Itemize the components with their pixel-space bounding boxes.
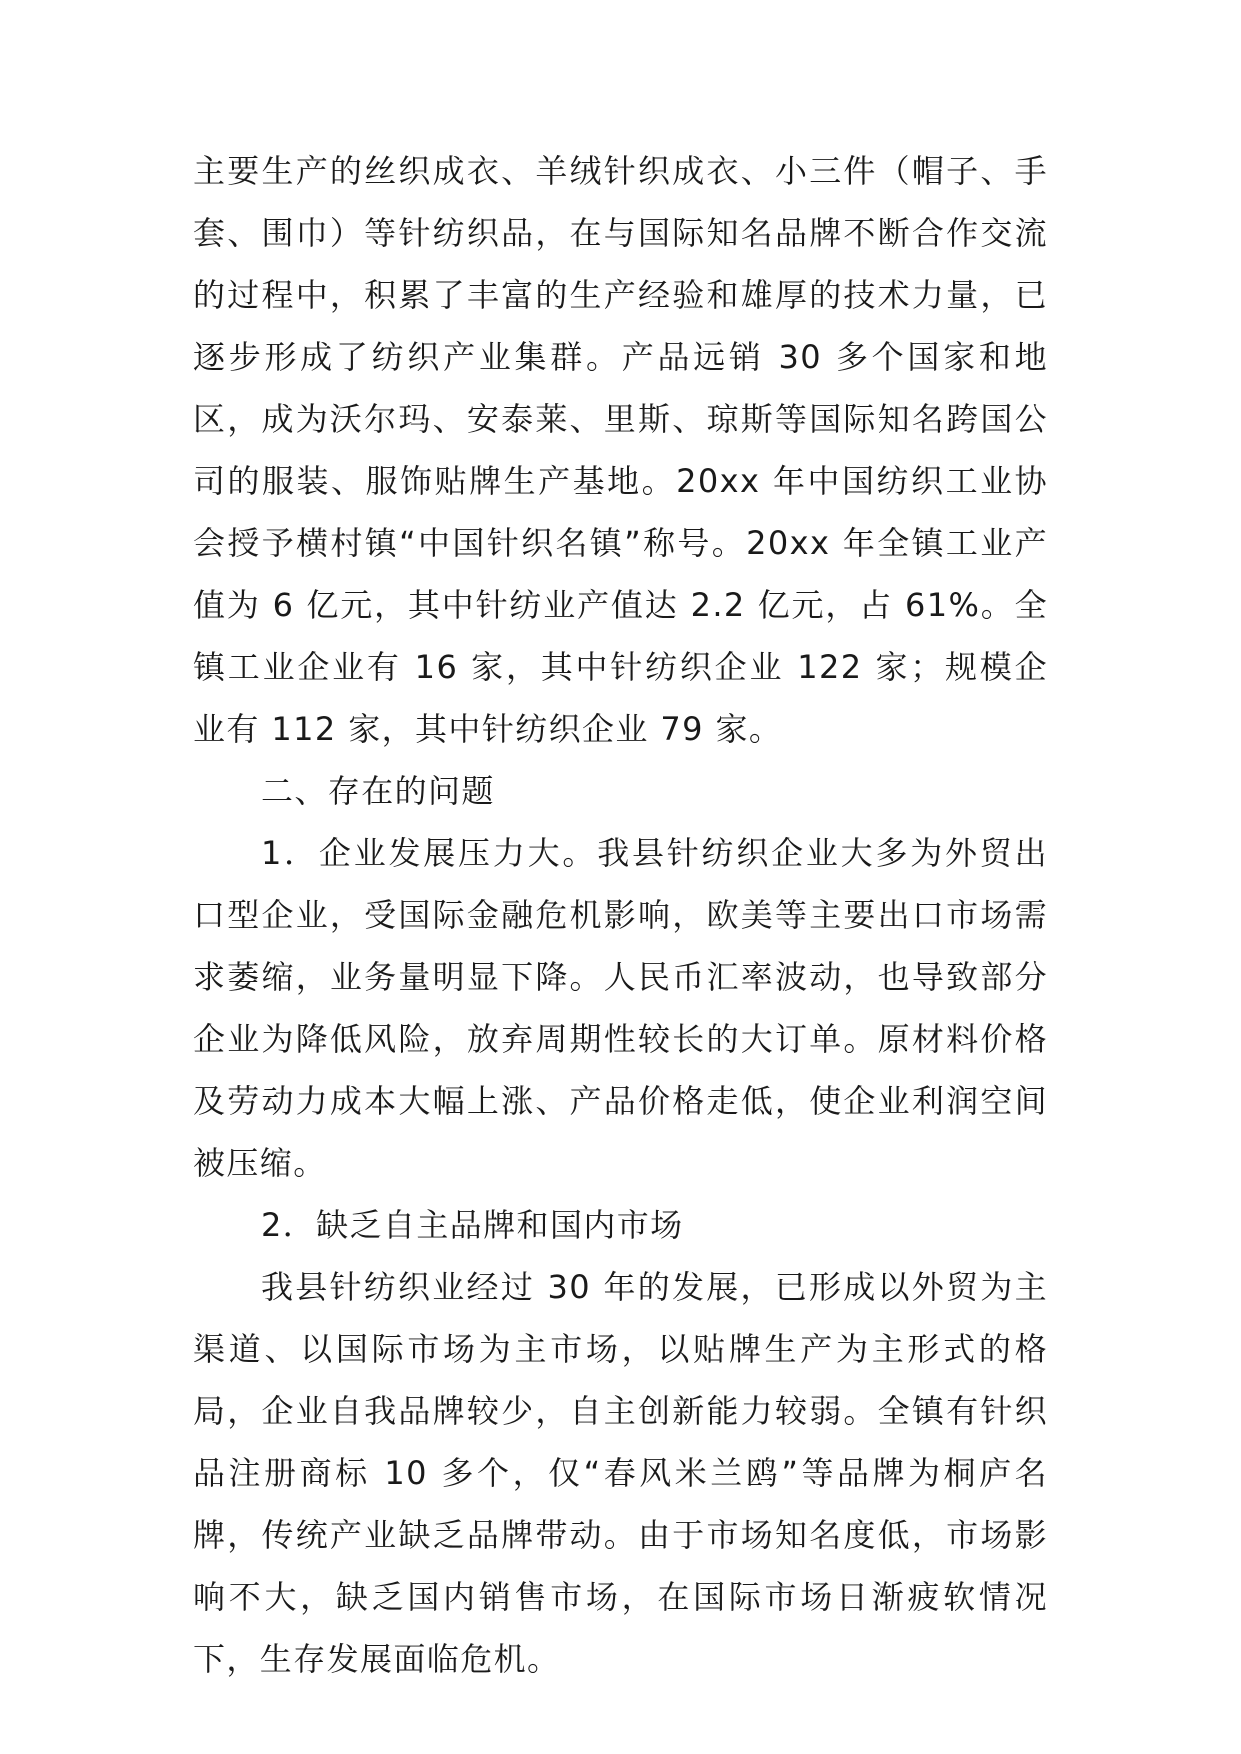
body-paragraph: 1．企业发展压力大。我县针纺织企业大多为外贸出口型企业，受国际金融危机影响，欧美等主要出口市场需求萎缩，业务量明显下降。人民币汇率波动，也导致部分企业为降低风险，放弃周期性较长的大订单。原材料价格及劳动力成本大幅上涨、产品价格走低，使企业利润空间被压缩。 xyxy=(193,834,1048,1182)
document-page xyxy=(193,140,1048,1690)
subsection-heading: 2．缺乏自主品牌和国内市场 xyxy=(261,1206,684,1244)
body-paragraph: 我县针纺织业经过 30 年的发展，已形成以外贸为主渠道、以国际市场为主市场，以贴牌生产为主形式的格局，企业自我品牌较少，自主创新能力较弱。全镇有针织品注册商标 10 多个，仅“春风米兰鸥”等品牌为桐庐名牌，传统产业缺乏品牌带动。由于市场知名度低，市场影响不大，缺乏国内销售市场，在国际市场日渐疲软情况下，生存发展面临危机。 xyxy=(193,1268,1048,1678)
body-paragraph: 主要生产的丝织成衣、羊绒针织成衣、小三件（帽子、手套、围巾）等针纺织品，在与国际知名品牌不断合作交流的过程中，积累了丰富的生产经验和雄厚的技术力量，已逐步形成了纺织产业集群。产品远销 30 多个国家和地区，成为沃尔玛、安泰莱、里斯、琼斯等国际知名跨国公司的服装、服饰贴牌生产基地。20xx 年中国纺织工业协会授予横村镇“中国针织名镇”称号。20xx 年全镇工业产值为 6 亿元，其中针纺业产值达 2.2 亿元，占 61%。全镇工业企业有 16 家，其中针纺织企业 122 家；规模企业有 112 家，其中针纺织企业 79 家。 xyxy=(193,152,1048,748)
section-heading-existing-problems: 二、存在的问题 xyxy=(261,772,495,810)
